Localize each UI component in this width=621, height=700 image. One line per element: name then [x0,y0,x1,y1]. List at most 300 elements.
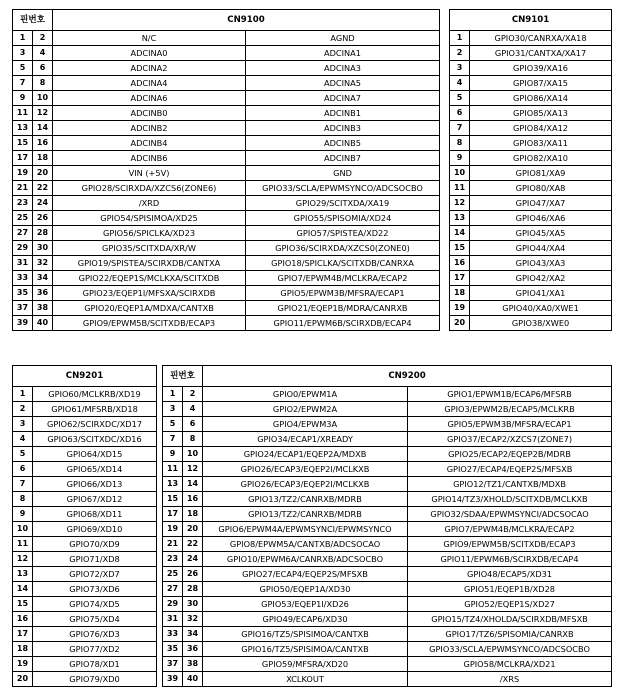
table-row [13,567,612,582]
cn9101-pin-cell: 11 [450,181,470,196]
cn9201-pin-cell: 18 [13,642,33,657]
cn9101-pin-cell: 5 [450,91,470,106]
table-row [13,627,612,642]
cn9200-even-signal-cell: GPIO17/TZ6/SPISOMIA/CANRXB [408,627,612,642]
cn9201-signal-cell: GPIO63/SCITXDC/XD16 [33,432,157,447]
cn9201-signal-cell: GPIO70/XD9 [33,537,157,552]
table-row [13,271,612,286]
table-row [13,462,612,477]
cn9101-signal-cell: GPIO30/CANRXA/XA18 [470,31,612,46]
pin-even-cell: 16 [183,492,203,507]
cn9101-signal-cell: GPIO38/XWE0 [470,316,612,331]
pin-even-cell: 10 [183,447,203,462]
cn9200-even-signal-cell: GPIO5/EPWM3B/MFSRA/ECAP1 [408,417,612,432]
pin-even-cell: 4 [183,402,203,417]
table-gap [440,91,450,106]
pin-odd-cell: 35 [163,642,183,657]
pin-even-cell: 24 [33,196,53,211]
cn9200-odd-signal-cell: GPIO13/TZ2/CANRXB/MDRB [203,507,408,522]
cn9100-cn9101-table [12,9,612,331]
cn9200-even-signal-cell: GPIO7/EPWM4B/MCLKRA/ECAP2 [408,522,612,537]
cn9201-pin-cell: 20 [13,672,33,687]
cn9100-odd-signal-cell: ADCINA4 [53,76,246,91]
cn9201-signal-cell: GPIO68/XD11 [33,507,157,522]
cn9201-pin-cell: 10 [13,522,33,537]
table-gap [440,271,450,286]
cn9201-signal-cell: GPIO76/XD3 [33,627,157,642]
pin-even-cell: 26 [33,211,53,226]
pin-even-cell: 40 [33,316,53,331]
cn9201-header: CN9201 [13,366,157,387]
cn9200-even-signal-cell: GPIO9/EPWM5B/SCITXDB/ECAP3 [408,537,612,552]
header-row [13,10,612,31]
table-gap [440,211,450,226]
cn9101-signal-cell: GPIO41/XA1 [470,286,612,301]
cn9201-signal-cell: GPIO74/XD5 [33,597,157,612]
pin-odd-cell: 29 [163,597,183,612]
cn9200-even-signal-cell: GPIO1/EPWM1B/ECAP6/MFSRB [408,387,612,402]
cn9200-odd-signal-cell: GPIO26/ECAP3/EQEP2I/MCLKXB [203,477,408,492]
cn9200-even-signal-cell: GPIO32/SDAA/EPWMSYNCI/ADCSOCAO [408,507,612,522]
cn9101-pin-cell: 14 [450,226,470,241]
pin-odd-cell: 5 [163,417,183,432]
pin-odd-cell: 13 [163,477,183,492]
table-row [13,597,612,612]
cn9100-odd-signal-cell: ADCINB4 [53,136,246,151]
cn9200-odd-signal-cell: GPIO13/TZ2/CANRXB/MDRB [203,492,408,507]
cn9201-signal-cell: GPIO77/XD2 [33,642,157,657]
cn9100-even-signal-cell: GPIO36/SCIRXDA/XZCS0(ZONE0) [246,241,440,256]
pin-odd-cell: 23 [13,196,33,211]
table-gap [440,181,450,196]
table-gap [440,241,450,256]
table-row [13,522,612,537]
cn9101-signal-cell: GPIO46/XA6 [470,211,612,226]
pin-even-cell: 4 [33,46,53,61]
cn9201-pin-cell: 2 [13,402,33,417]
table-gap [440,286,450,301]
table-row [13,657,612,672]
pin-odd-cell: 31 [13,256,33,271]
cn9101-signal-cell: GPIO81/XA9 [470,166,612,181]
cn9200-even-signal-cell: GPIO52/EQEP1S/XD27 [408,597,612,612]
pin-even-cell: 22 [33,181,53,196]
pin-even-cell: 24 [183,552,203,567]
pin-odd-cell: 25 [13,211,33,226]
cn9101-pin-cell: 4 [450,76,470,91]
cn9100-even-signal-cell: ADCINA3 [246,61,440,76]
table-row [13,417,612,432]
cn9201-pin-cell: 17 [13,627,33,642]
cn9201-signal-cell: GPIO67/XD12 [33,492,157,507]
cn9201-signal-cell: GPIO65/XD14 [33,462,157,477]
cn9101-pin-cell: 19 [450,301,470,316]
cn9100-even-signal-cell: ADCINA5 [246,76,440,91]
table-row [13,432,612,447]
cn9101-signal-cell: GPIO31/CANTXA/XA17 [470,46,612,61]
table-row [13,537,612,552]
cn9201-pin-cell: 7 [13,477,33,492]
cn9201-signal-cell: GPIO61/MFSRB/XD18 [33,402,157,417]
table-row [13,672,612,687]
cn9201-pin-cell: 4 [13,432,33,447]
cn9200-even-signal-cell: GPIO27/ECAP4/EQEP2S/MFSXB [408,462,612,477]
table-row [13,447,612,462]
cn9200-even-signal-cell: GPIO14/TZ3/XHOLD/SCITXDB/MCLKXB [408,492,612,507]
cn9200-odd-signal-cell: GPIO4/EPWM3A [203,417,408,432]
pin-even-cell: 34 [33,271,53,286]
cn9200-odd-signal-cell: GPIO0/EPWM1A [203,387,408,402]
cn9100-odd-signal-cell: GPIO23/EQEP1I/MFSXA/SCIRXDB [53,286,246,301]
table-row [13,91,612,106]
table-gap [440,316,450,331]
cn9101-signal-cell: GPIO84/XA12 [470,121,612,136]
cn9100-odd-signal-cell: GPIO9/EPWM5B/SCITXDB/ECAP3 [53,316,246,331]
cn9201-pin-cell: 3 [13,417,33,432]
cn9200-even-signal-cell: GPIO3/EPWM2B/ECAP5/MCLKRB [408,402,612,417]
pin-odd-cell: 11 [163,462,183,477]
header-row [13,366,612,387]
pin-odd-cell: 3 [163,402,183,417]
pin-odd-cell: 27 [13,226,33,241]
cn9201-pin-cell: 13 [13,567,33,582]
cn9200-even-signal-cell: GPIO12/TZ1/CANTXB/MDXB [408,477,612,492]
cn9101-signal-cell: GPIO44/XA4 [470,241,612,256]
cn9200-even-signal-cell: GPIO48/ECAP5/XD31 [408,567,612,582]
cn9201-signal-cell: GPIO66/XD13 [33,477,157,492]
table-row [13,211,612,226]
pin-odd-cell: 1 [13,31,33,46]
pin-odd-cell: 21 [13,181,33,196]
table-row [13,31,612,46]
pin-even-cell: 14 [183,477,203,492]
pin-even-cell: 12 [183,462,203,477]
pin-odd-cell: 31 [163,612,183,627]
pin-odd-cell: 17 [163,507,183,522]
cn9200-odd-signal-cell: GPIO10/EPWM6A/CANRXB/ADCSOCBO [203,552,408,567]
pin-odd-cell: 21 [163,537,183,552]
cn9201-pin-cell: 8 [13,492,33,507]
cn9101-pin-cell: 2 [450,46,470,61]
pin-odd-cell: 7 [13,76,33,91]
cn9100-even-signal-cell: ADCINB3 [246,121,440,136]
cn9201-signal-cell: GPIO60/MCLKRB/XD19 [33,387,157,402]
pin-even-cell: 22 [183,537,203,552]
pin-odd-cell: 29 [13,241,33,256]
pin-even-cell: 38 [183,657,203,672]
table-row [13,286,612,301]
cn9200-body [13,387,612,687]
pin-odd-cell: 39 [13,316,33,331]
pin-odd-cell: 5 [13,61,33,76]
pin-even-cell: 34 [183,627,203,642]
table-row [13,61,612,76]
table-row [13,477,612,492]
pin-even-cell: 38 [33,301,53,316]
pin-even-cell: 10 [33,91,53,106]
pin-odd-cell: 17 [13,151,33,166]
cn9100-odd-signal-cell: GPIO19/SPISTEA/SCIRXDB/CANTXA [53,256,246,271]
cn9101-signal-cell: GPIO80/XA8 [470,181,612,196]
cn9100-even-signal-cell: GPIO55/SPISOMIA/XD24 [246,211,440,226]
cn9100-even-signal-cell: ADCINB1 [246,106,440,121]
cn9100-even-signal-cell: GPIO33/SCLA/EPWMSYNCO/ADCSOCBO [246,181,440,196]
table-row [13,196,612,211]
cn9101-signal-cell: GPIO39/XA16 [470,61,612,76]
cn9201-pin-cell: 11 [13,537,33,552]
cn9101-pin-cell: 16 [450,256,470,271]
cn9100-body [13,31,612,331]
cn9201-pin-cell: 12 [13,552,33,567]
cn9100-odd-signal-cell: ADCINA2 [53,61,246,76]
table-gap [440,196,450,211]
cn9101-pin-cell: 1 [450,31,470,46]
cn9100-even-signal-cell: GND [246,166,440,181]
cn9201-pin-cell: 6 [13,462,33,477]
cn9100-even-signal-cell: ADCINB7 [246,151,440,166]
cn9200-even-signal-cell: GPIO58/MCLKRA/XD21 [408,657,612,672]
pin-even-cell: 28 [33,226,53,241]
table-gap [440,31,450,46]
table-row [13,552,612,567]
cn9100-odd-signal-cell: ADCINB2 [53,121,246,136]
cn9101-signal-cell: GPIO86/XA14 [470,91,612,106]
cn9201-cn9200-table [12,365,612,687]
cn9200-even-signal-cell: /XRS [408,672,612,687]
table-row [13,387,612,402]
cn9101-pin-cell: 18 [450,286,470,301]
table-row [13,507,612,522]
cn9201-signal-cell: GPIO72/XD7 [33,567,157,582]
cn9200-odd-signal-cell: GPIO6/EPWM4A/EPWMSYNCI/EPWMSYNCO [203,522,408,537]
pin-number-header: 핀번호 [13,10,53,31]
table-gap [440,61,450,76]
cn9201-signal-cell: GPIO78/XD1 [33,657,157,672]
cn9101-pin-cell: 15 [450,241,470,256]
cn9100-even-signal-cell: GPIO57/SPISTEA/XD22 [246,226,440,241]
cn9100-even-signal-cell: GPIO11/EPWM6B/SCIRXDB/ECAP4 [246,316,440,331]
pin-odd-cell: 9 [163,447,183,462]
pin-even-cell: 32 [183,612,203,627]
cn9200-even-signal-cell: GPIO15/TZ4/XHOLDA/SCIRXDB/MFSXB [408,612,612,627]
cn9200-even-signal-cell: GPIO51/EQEP1B/XD28 [408,582,612,597]
pin-odd-cell: 33 [163,627,183,642]
cn9201-signal-cell: GPIO71/XD8 [33,552,157,567]
pin-even-cell: 2 [183,387,203,402]
cn9101-pin-cell: 17 [450,271,470,286]
cn9100-even-signal-cell: AGND [246,31,440,46]
cn9200-odd-signal-cell: GPIO16/TZ5/SPISIMOA/CANTXB [203,642,408,657]
table-gap [440,46,450,61]
pin-odd-cell: 3 [13,46,33,61]
cn9200-odd-signal-cell: GPIO34/ECAP1/XREADY [203,432,408,447]
pin-even-cell: 18 [183,507,203,522]
table-gap [440,136,450,151]
pin-even-cell: 14 [33,121,53,136]
pin-even-cell: 36 [183,642,203,657]
pin-even-cell: 8 [33,76,53,91]
cn9100-odd-signal-cell: GPIO56/SPICLKA/XD23 [53,226,246,241]
table-row [13,226,612,241]
cn9101-pin-cell: 13 [450,211,470,226]
cn9100-odd-signal-cell: GPIO54/SPISIMOA/XD25 [53,211,246,226]
cn9100-even-signal-cell: GPIO5/EPWM3B/MFSRA/ECAP1 [246,286,440,301]
pin-even-cell: 30 [33,241,53,256]
pin-odd-cell: 35 [13,286,33,301]
pin-odd-cell: 27 [163,582,183,597]
cn9200-even-signal-cell: GPIO37/ECAP2/XZCS7(ZONE7) [408,432,612,447]
table-row [13,181,612,196]
cn9100-even-signal-cell: ADCINA1 [246,46,440,61]
cn9201-pin-cell: 5 [13,447,33,462]
table-row [13,256,612,271]
cn9201-signal-cell: GPIO79/XD0 [33,672,157,687]
cn9100-odd-signal-cell: VIN (+5V) [53,166,246,181]
cn9200-odd-signal-cell: GPIO59/MFSRA/XD20 [203,657,408,672]
cn9101-pin-cell: 10 [450,166,470,181]
cn9200-odd-signal-cell: GPIO2/EPWM2A [203,402,408,417]
pin-odd-cell: 25 [163,567,183,582]
cn9101-signal-cell: GPIO85/XA13 [470,106,612,121]
cn9101-signal-cell: GPIO40/XA0/XWE1 [470,301,612,316]
cn9100-odd-signal-cell: ADCINA0 [53,46,246,61]
pin-even-cell: 6 [33,61,53,76]
cn9100-even-signal-cell: GPIO21/EQEP1B/MDRA/CANRXB [246,301,440,316]
cn9101-pin-cell: 9 [450,151,470,166]
cn9101-pin-cell: 8 [450,136,470,151]
table-row [13,241,612,256]
pin-even-cell: 20 [33,166,53,181]
pin-even-cell: 8 [183,432,203,447]
pin-even-cell: 2 [33,31,53,46]
pin-odd-cell: 1 [163,387,183,402]
pin-even-cell: 16 [33,136,53,151]
cn9201-pin-cell: 14 [13,582,33,597]
cn9201-signal-cell: GPIO69/XD10 [33,522,157,537]
pin-even-cell: 20 [183,522,203,537]
pin-odd-cell: 33 [13,271,33,286]
cn9100-odd-signal-cell: ADCINB6 [53,151,246,166]
table-row [13,121,612,136]
pin-even-cell: 18 [33,151,53,166]
cn9101-signal-cell: GPIO43/XA3 [470,256,612,271]
cn9100-odd-signal-cell: /XRD [53,196,246,211]
cn9200-odd-signal-cell: GPIO26/ECAP3/EQEP2I/MCLKXB [203,462,408,477]
cn9100-odd-signal-cell: GPIO28/SCIRXDA/XZCS6(ZONE6) [53,181,246,196]
cn9101-signal-cell: GPIO83/XA11 [470,136,612,151]
cn9200-odd-signal-cell: GPIO27/ECAP4/EQEP2S/MFSXB [203,567,408,582]
cn9200-odd-signal-cell: GPIO53/EQEP1I/XD26 [203,597,408,612]
cn9201-signal-cell: GPIO73/XD6 [33,582,157,597]
cn9200-even-signal-cell: GPIO25/ECAP2/EQEP2B/MDRB [408,447,612,462]
cn9100-odd-signal-cell: GPIO35/SCITXDA/XR/W [53,241,246,256]
cn9100-odd-signal-cell: ADCINB0 [53,106,246,121]
table-row [13,582,612,597]
cn9101-signal-cell: GPIO87/XA15 [470,76,612,91]
cn9100-even-signal-cell: GPIO18/SPICLKA/SCITXDB/CANRXA [246,256,440,271]
cn9100-odd-signal-cell: N/C [53,31,246,46]
pin-even-cell: 36 [33,286,53,301]
table-gap [440,256,450,271]
cn9100-even-signal-cell: ADCINB5 [246,136,440,151]
pin-even-cell: 40 [183,672,203,687]
table-row [13,106,612,121]
cn9201-pin-cell: 9 [13,507,33,522]
table-gap [440,121,450,136]
table-row [13,46,612,61]
cn9100-odd-signal-cell: GPIO22/EQEP1S/MCLKXA/SCITXDB [53,271,246,286]
cn9100-header: CN9100 [53,10,440,31]
pin-even-cell: 28 [183,582,203,597]
cn9100-even-signal-cell: ADCINA7 [246,91,440,106]
cn9201-signal-cell: GPIO64/XD15 [33,447,157,462]
cn9200-odd-signal-cell: GPIO24/ECAP1/EQEP2A/MDXB [203,447,408,462]
table-row [13,76,612,91]
cn9100-even-signal-cell: GPIO7/EPWM4B/MCLKRA/ECAP2 [246,271,440,286]
cn9201-signal-cell: GPIO75/XD4 [33,612,157,627]
table-row [13,301,612,316]
cn9200-odd-signal-cell: GPIO16/TZ5/SPISIMOA/CANTXB [203,627,408,642]
table-gap [440,226,450,241]
cn9200-header: CN9200 [203,366,612,387]
cn9201-pin-cell: 1 [13,387,33,402]
cn9101-header: CN9101 [450,10,612,31]
table-row [13,492,612,507]
pin-odd-cell: 9 [13,91,33,106]
table-gap [440,76,450,91]
cn9101-pin-cell: 20 [450,316,470,331]
cn9101-pin-cell: 6 [450,106,470,121]
pin-odd-cell: 7 [163,432,183,447]
cn9201-pin-cell: 16 [13,612,33,627]
pin-odd-cell: 13 [13,121,33,136]
cn9101-signal-cell: GPIO45/XA5 [470,226,612,241]
cn9100-even-signal-cell: GPIO29/SCITXDA/XA19 [246,196,440,211]
cn9201-signal-cell: GPIO62/SCIRXDC/XD17 [33,417,157,432]
cn9100-odd-signal-cell: ADCINA6 [53,91,246,106]
pin-even-cell: 26 [183,567,203,582]
pin-odd-cell: 19 [13,166,33,181]
pin-even-cell: 30 [183,597,203,612]
table-gap [440,10,450,31]
table-row [13,642,612,657]
pin-odd-cell: 15 [163,492,183,507]
cn9201-pin-cell: 19 [13,657,33,672]
cn9200-odd-signal-cell: XCLKOUT [203,672,408,687]
table-gap [440,166,450,181]
cn9101-pin-cell: 3 [450,61,470,76]
pin-odd-cell: 23 [163,552,183,567]
table-row [13,136,612,151]
pin-even-cell: 12 [33,106,53,121]
pin-odd-cell: 15 [13,136,33,151]
cn9101-signal-cell: GPIO82/XA10 [470,151,612,166]
cn9200-odd-signal-cell: GPIO8/EPWM5A/CANTXB/ADCSOCAO [203,537,408,552]
pin-odd-cell: 37 [13,301,33,316]
pin-even-cell: 32 [33,256,53,271]
cn9100-odd-signal-cell: GPIO20/EQEP1A/MDXA/CANTXB [53,301,246,316]
cn9200-even-signal-cell: GPIO33/SCLA/EPWMSYNCO/ADCSOCBO [408,642,612,657]
table-gap [440,301,450,316]
pin-even-cell: 6 [183,417,203,432]
pin-odd-cell: 11 [13,106,33,121]
cn9200-odd-signal-cell: GPIO49/ECAP6/XD30 [203,612,408,627]
cn9101-pin-cell: 7 [450,121,470,136]
pin-number-header: 핀번호 [163,366,203,387]
cn9101-signal-cell: GPIO47/XA7 [470,196,612,211]
table-row [13,316,612,331]
table-gap [440,151,450,166]
